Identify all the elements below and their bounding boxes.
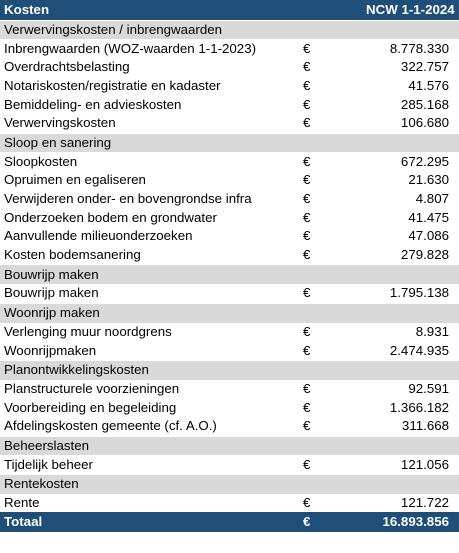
row-label: Verwervingskosten [0, 114, 300, 133]
row-currency: € [300, 417, 362, 436]
section-title: Planontwikkelingskosten [0, 360, 459, 379]
section-title: Bouwrijp maken [0, 265, 459, 284]
row-label: Onderzoeken bodem en grondwater [0, 208, 300, 227]
table-row [0, 114, 459, 133]
row-value: 41.475 [362, 208, 459, 227]
row-value: 672.295 [362, 152, 459, 171]
table-row [0, 39, 459, 58]
row-currency: € [300, 58, 362, 77]
total-currency: € [300, 512, 362, 532]
total-row [0, 512, 459, 532]
table-row [0, 323, 459, 342]
row-value: 21.630 [362, 171, 459, 190]
row-currency: € [300, 398, 362, 417]
row-currency: € [300, 171, 362, 190]
row-currency: € [300, 494, 362, 513]
row-currency: € [300, 323, 362, 342]
header-value: NCW 1-1-2024 [362, 0, 459, 20]
table-row [0, 246, 459, 265]
row-label: Opruimen en egaliseren [0, 171, 300, 190]
table-row [0, 58, 459, 77]
row-value: 106.680 [362, 114, 459, 133]
table-row [0, 341, 459, 360]
section-row [0, 265, 459, 284]
table-row [0, 380, 459, 399]
row-label: Voorbereiding en begeleiding [0, 398, 300, 417]
row-label: Aanvullende milieuonderzoeken [0, 227, 300, 246]
total-label: Totaal [0, 512, 300, 532]
row-value: 121.722 [362, 494, 459, 513]
row-value: 47.086 [362, 227, 459, 246]
table-row [0, 171, 459, 190]
row-value: 1.795.138 [362, 284, 459, 303]
row-value: 8.778.330 [362, 39, 459, 58]
section-row [0, 475, 459, 494]
row-value: 4.807 [362, 190, 459, 209]
row-currency: € [300, 114, 362, 133]
table-row [0, 190, 459, 209]
header-row [0, 0, 459, 20]
row-label: Planstructurele voorzieningen [0, 380, 300, 399]
row-value: 2.474.935 [362, 341, 459, 360]
section-row [0, 360, 459, 379]
row-label: Verlenging muur noordgrens [0, 323, 300, 342]
row-label: Bemiddeling- en advieskosten [0, 95, 300, 114]
section-title: Woonrijp maken [0, 303, 459, 322]
row-label: Sloopkosten [0, 152, 300, 171]
row-value: 322.757 [362, 58, 459, 77]
row-label: Afdelingskosten gemeente (cf. A.O.) [0, 417, 300, 436]
table-row [0, 95, 459, 114]
row-value: 285.168 [362, 95, 459, 114]
row-label: Kosten bodemsanering [0, 246, 300, 265]
table-row [0, 417, 459, 436]
row-currency: € [300, 246, 362, 265]
row-value: 279.828 [362, 246, 459, 265]
row-label: Bouwrijp maken [0, 284, 300, 303]
table-row [0, 227, 459, 246]
section-row [0, 133, 459, 152]
section-title: Rentekosten [0, 475, 459, 494]
row-currency: € [300, 227, 362, 246]
row-value: 311.668 [362, 417, 459, 436]
table-row [0, 152, 459, 171]
header-label: Kosten [0, 0, 300, 20]
table-row [0, 455, 459, 474]
row-currency: € [300, 190, 362, 209]
row-value: 41.576 [362, 77, 459, 96]
row-label: Rente [0, 494, 300, 513]
header-spacer [300, 0, 362, 20]
row-currency: € [300, 39, 362, 58]
section-row [0, 303, 459, 322]
section-title: Beheerslasten [0, 436, 459, 455]
total-value: 16.893.856 [362, 512, 459, 532]
section-row [0, 20, 459, 39]
row-currency: € [300, 380, 362, 399]
row-label: Overdrachtsbelasting [0, 58, 300, 77]
row-currency: € [300, 208, 362, 227]
row-value: 1.366.182 [362, 398, 459, 417]
row-currency: € [300, 341, 362, 360]
section-title: Verwervingskosten / inbrengwaarden [0, 20, 459, 39]
row-currency: € [300, 77, 362, 96]
row-label: Verwijderen onder- en bovengrondse infra [0, 190, 300, 209]
row-currency: € [300, 95, 362, 114]
row-currency: € [300, 455, 362, 474]
row-label: Inbrengwaarden (WOZ-waarden 1-1-2023) [0, 39, 300, 58]
table-row [0, 208, 459, 227]
row-currency: € [300, 152, 362, 171]
row-label: Woonrijpmaken [0, 341, 300, 360]
row-label: Notariskosten/registratie en kadaster [0, 77, 300, 96]
table-row [0, 398, 459, 417]
table-row [0, 284, 459, 303]
table-row [0, 77, 459, 96]
row-value: 121.056 [362, 455, 459, 474]
row-label: Tijdelijk beheer [0, 455, 300, 474]
row-value: 8.931 [362, 323, 459, 342]
section-title: Sloop en sanering [0, 133, 459, 152]
row-currency: € [300, 284, 362, 303]
section-row [0, 436, 459, 455]
table-row [0, 494, 459, 513]
row-value: 92.591 [362, 380, 459, 399]
